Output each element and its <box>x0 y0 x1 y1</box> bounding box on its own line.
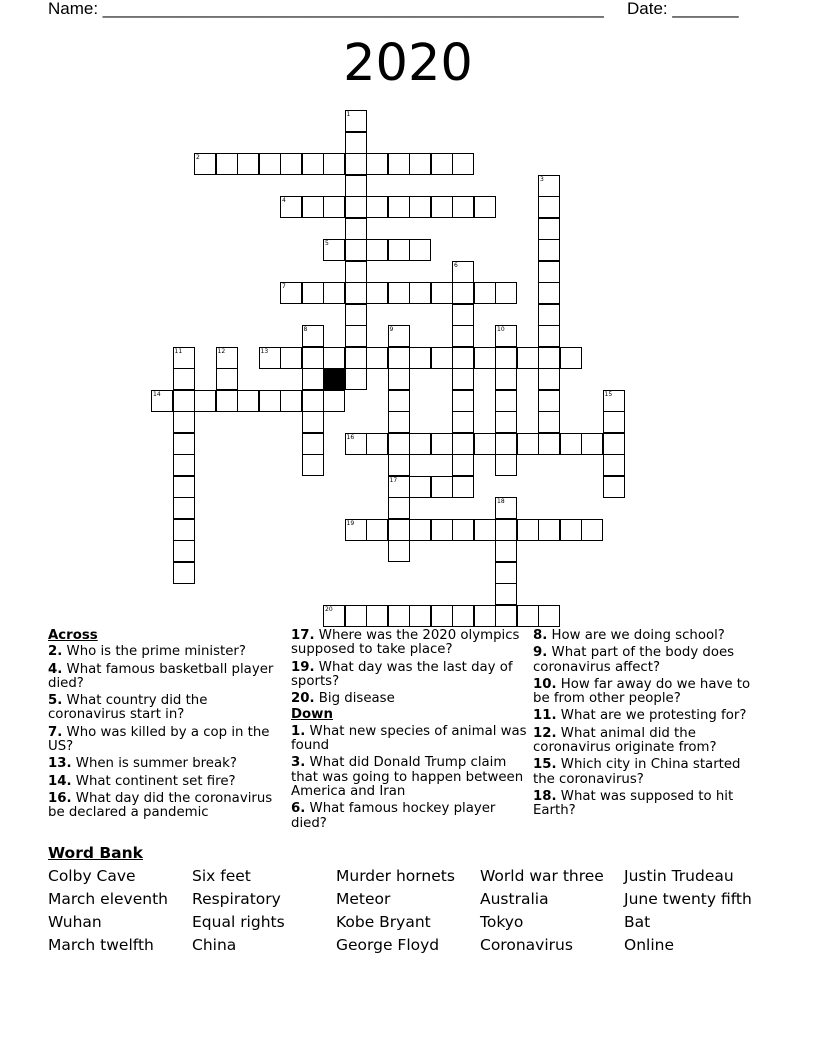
crossword-cell[interactable] <box>538 261 560 283</box>
crossword-cell[interactable] <box>345 368 367 390</box>
crossword-cell[interactable] <box>474 347 496 369</box>
crossword-cell[interactable] <box>388 411 410 433</box>
crossword-cell[interactable] <box>259 390 281 412</box>
crossword-cell[interactable] <box>538 218 560 240</box>
word-bank-item: Coronavirus <box>480 936 573 954</box>
crossword-cell[interactable] <box>431 519 453 541</box>
clue-down-15: 15. Which city in China started the coronavirus? <box>533 757 741 787</box>
crossword-cell[interactable] <box>495 433 517 455</box>
crossword-cell[interactable] <box>302 368 324 390</box>
black-square <box>323 368 345 390</box>
crossword-cell[interactable] <box>366 519 388 541</box>
crossword-cell[interactable] <box>323 605 345 627</box>
crossword-cell[interactable] <box>366 239 388 261</box>
crossword-cell[interactable] <box>581 433 603 455</box>
crossword-cell[interactable] <box>495 368 517 390</box>
crossword-cell[interactable] <box>173 411 195 433</box>
crossword-cell[interactable] <box>216 153 238 175</box>
crossword-cell[interactable] <box>452 605 474 627</box>
clue-number: 16 <box>346 433 355 441</box>
crossword-cell[interactable] <box>517 347 539 369</box>
clue-down-18: 18. What was supposed to hit Earth? <box>533 788 734 819</box>
crossword-cell[interactable] <box>173 519 195 541</box>
clue-number: 3 <box>540 175 544 183</box>
crossword-cell[interactable] <box>452 282 474 304</box>
crossword-cell[interactable] <box>452 411 474 433</box>
crossword-cell[interactable] <box>173 433 195 455</box>
crossword-cell[interactable] <box>302 196 324 218</box>
crossword-cell[interactable] <box>302 153 324 175</box>
clue-across-16: 16. What day did the coronavirus be declared a pandemic <box>48 790 273 821</box>
crossword-cell[interactable] <box>495 497 517 519</box>
clue-number: 12 <box>217 347 226 355</box>
crossword-cell[interactable] <box>431 476 453 498</box>
clue-across-14: 14. What continent set fire? <box>48 773 236 789</box>
crossword-cell[interactable] <box>173 497 195 519</box>
word-bank-item: George Floyd <box>336 936 440 954</box>
crossword-cell[interactable] <box>366 282 388 304</box>
crossword-cell[interactable] <box>474 519 496 541</box>
word-bank-item: Colby Cave <box>48 867 136 885</box>
crossword-cell[interactable] <box>452 433 474 455</box>
clue-down-10: 10. How far away do we have to be from other people? <box>533 676 751 707</box>
clue-number: 20 <box>325 605 333 613</box>
word-bank-item: Justin Trudeau <box>624 867 734 885</box>
crossword-cell[interactable] <box>345 175 367 197</box>
crossword-cell[interactable] <box>603 454 625 476</box>
word-bank-item: March twelfth <box>48 936 154 954</box>
crossword-cell[interactable] <box>388 153 410 175</box>
crossword-cell[interactable] <box>452 390 474 412</box>
crossword-cell[interactable] <box>538 282 560 304</box>
clue-number: 17 <box>389 476 398 484</box>
crossword-cell[interactable] <box>452 519 474 541</box>
clue-number: 5 <box>325 240 329 247</box>
clue-across-2: 2. Who is the prime minister? <box>48 644 246 660</box>
crossword-cell[interactable] <box>452 196 474 218</box>
crossword-cell[interactable] <box>538 605 560 627</box>
crossword-cell[interactable] <box>517 519 539 541</box>
across-heading: Across <box>48 628 98 643</box>
crossword-cell[interactable] <box>302 433 324 455</box>
crossword-cell[interactable] <box>366 196 388 218</box>
clue-down-9: 9. What part of the body does coronavirus affect? <box>533 645 735 675</box>
clues-column-3 <box>533 627 765 819</box>
word-bank-item: Murder hornets <box>336 867 455 885</box>
crossword-cell[interactable] <box>345 239 367 261</box>
crossword-cell[interactable] <box>194 390 216 412</box>
crossword-cell[interactable] <box>388 239 410 261</box>
crossword-cell[interactable] <box>388 325 410 347</box>
crossword-cell[interactable] <box>495 562 517 584</box>
word-bank-item: World war three <box>480 867 604 885</box>
crossword-cell[interactable] <box>495 347 517 369</box>
page-title: 2020 <box>343 34 473 93</box>
crossword-cell[interactable] <box>216 390 238 412</box>
crossword-cell[interactable] <box>323 390 345 412</box>
crossword-cell[interactable] <box>302 411 324 433</box>
crossword-cell[interactable] <box>280 282 302 304</box>
crossword-cell[interactable] <box>560 519 582 541</box>
crossword-cell[interactable] <box>173 476 195 498</box>
crossword-cell[interactable] <box>409 605 431 627</box>
crossword-cell[interactable] <box>323 153 345 175</box>
crossword-cell[interactable] <box>538 368 560 390</box>
clue-down-6: 6. What famous hockey player died? <box>291 801 496 831</box>
crossword-cell[interactable] <box>173 368 195 390</box>
crossword-cell[interactable] <box>323 347 345 369</box>
crossword-cell[interactable] <box>495 411 517 433</box>
crossword-cell[interactable] <box>431 196 453 218</box>
crossword-cell[interactable] <box>409 239 431 261</box>
word-bank <box>48 866 788 958</box>
crossword-cell[interactable] <box>194 153 216 175</box>
crossword-cell[interactable] <box>345 196 367 218</box>
crossword-cell[interactable] <box>538 239 560 261</box>
clue-number: 7 <box>282 283 286 290</box>
word-bank-item: Equal rights <box>192 913 285 931</box>
crossword-cell[interactable] <box>495 540 517 562</box>
clue-across-5: 5. What country did the coronavirus start in? <box>48 693 208 723</box>
name-field[interactable]: Name: _____________________________________________________ <box>48 0 604 18</box>
crossword-cell[interactable] <box>345 153 367 175</box>
crossword-cell[interactable] <box>474 196 496 218</box>
crossword-cell[interactable] <box>388 476 410 498</box>
crossword-cell[interactable] <box>345 325 367 347</box>
crossword-cell[interactable] <box>366 433 388 455</box>
crossword-cell[interactable] <box>474 433 496 455</box>
crossword-cell[interactable] <box>538 347 560 369</box>
crossword-cell[interactable] <box>388 347 410 369</box>
crossword-cell[interactable] <box>495 583 517 605</box>
crossword-cell[interactable] <box>603 433 625 455</box>
crossword-cell[interactable] <box>280 196 302 218</box>
crossword-cell[interactable] <box>237 153 259 175</box>
crossword-cell[interactable] <box>280 347 302 369</box>
word-bank-item: Bat <box>624 913 651 931</box>
crossword-cell[interactable] <box>388 390 410 412</box>
crossword-cell[interactable] <box>560 347 582 369</box>
crossword-cell[interactable] <box>409 433 431 455</box>
crossword-cell[interactable] <box>409 153 431 175</box>
crossword-cell[interactable] <box>323 239 345 261</box>
crossword-cell[interactable] <box>366 347 388 369</box>
clue-number: 19 <box>346 519 355 527</box>
crossword-cell[interactable] <box>345 261 367 283</box>
crossword-cell[interactable] <box>323 196 345 218</box>
crossword-cell[interactable] <box>495 325 517 347</box>
crossword-cell[interactable] <box>474 605 496 627</box>
crossword-cell[interactable] <box>495 282 517 304</box>
clue-number: 6 <box>454 261 458 269</box>
date-field[interactable]: Date: _______ <box>627 0 739 18</box>
clue-across-13: 13. When is summer break? <box>48 756 237 772</box>
crossword-cell[interactable] <box>259 347 281 369</box>
word-bank-item: Tokyo <box>480 913 524 931</box>
crossword-cell[interactable] <box>345 132 367 154</box>
crossword-cell[interactable] <box>538 519 560 541</box>
crossword-cell[interactable] <box>302 454 324 476</box>
crossword-cell[interactable] <box>517 433 539 455</box>
crossword-cell[interactable] <box>474 282 496 304</box>
crossword-cell[interactable] <box>388 497 410 519</box>
word-bank-item: Meteor <box>336 890 391 908</box>
crossword-cell[interactable] <box>388 519 410 541</box>
crossword-cell[interactable] <box>409 196 431 218</box>
crossword-cell[interactable] <box>452 476 474 498</box>
clue-number: 11 <box>174 347 183 355</box>
crossword-cell[interactable] <box>151 390 173 412</box>
crossword-cell[interactable] <box>388 605 410 627</box>
clue-across-19: 19. What day was the last day of sports? <box>291 659 513 689</box>
crossword-cell[interactable] <box>495 390 517 412</box>
crossword-cell[interactable] <box>280 390 302 412</box>
word-bank-item: China <box>192 936 237 954</box>
word-bank-item: Wuhan <box>48 913 102 931</box>
crossword-cell[interactable] <box>388 540 410 562</box>
crossword-cell[interactable] <box>452 368 474 390</box>
crossword-cell[interactable] <box>409 476 431 498</box>
word-bank-item: Kobe Bryant <box>336 913 431 931</box>
clue-across-17: 17. Where was the 2020 olympics supposed to take place? <box>291 628 520 658</box>
crossword-cell[interactable] <box>538 411 560 433</box>
clue-number: 8 <box>303 326 308 333</box>
crossword-cell[interactable] <box>345 347 367 369</box>
crossword-cell[interactable] <box>431 282 453 304</box>
crossword-cell[interactable] <box>452 261 474 283</box>
crossword-cell[interactable] <box>366 153 388 175</box>
crossword-cell[interactable] <box>452 304 474 326</box>
crossword-cell[interactable] <box>366 605 388 627</box>
crossword-cell[interactable] <box>323 282 345 304</box>
clue-across-4: 4. What famous basketball player died? <box>48 661 274 691</box>
crossword-cell[interactable] <box>409 347 431 369</box>
crossword-cell[interactable] <box>409 519 431 541</box>
clue-down-11: 11. What are we protesting for? <box>533 708 747 724</box>
crossword-cell[interactable] <box>388 454 410 476</box>
crossword-cell[interactable] <box>538 196 560 218</box>
clue-number: 2 <box>196 154 200 161</box>
crossword-cell[interactable] <box>495 605 517 627</box>
crossword-cell[interactable] <box>345 433 367 455</box>
crossword-cell[interactable] <box>345 110 367 132</box>
word-bank-item: Respiratory <box>192 890 281 908</box>
crossword-cell[interactable] <box>302 282 324 304</box>
clue-number: 18 <box>497 498 505 505</box>
crossword-cell[interactable] <box>452 347 474 369</box>
crossword-cell[interactable] <box>538 390 560 412</box>
clue-down-8: 8. How are we doing school? <box>533 628 725 643</box>
crossword-cell[interactable] <box>431 153 453 175</box>
crossword-cell[interactable] <box>431 433 453 455</box>
crossword-cell[interactable] <box>517 605 539 627</box>
clue-number: 10 <box>497 326 505 333</box>
crossword-cell[interactable] <box>431 605 453 627</box>
word-bank-item: Online <box>624 936 674 954</box>
crossword-cell[interactable] <box>173 347 195 369</box>
crossword-cell[interactable] <box>388 196 410 218</box>
clue-down-12: 12. What animal did the coronavirus originate from? <box>533 725 717 756</box>
crossword-cell[interactable] <box>603 390 625 412</box>
clue-number: 1 <box>346 111 351 118</box>
crossword-cell[interactable] <box>560 433 582 455</box>
crossword-cell[interactable] <box>173 540 195 562</box>
down-heading: Down <box>291 707 333 723</box>
crossword-cell[interactable] <box>452 325 474 347</box>
word-bank-item: June twenty fifth <box>624 890 752 908</box>
word-bank-item: March eleventh <box>48 890 168 908</box>
crossword-cell[interactable] <box>603 476 625 498</box>
crossword-cell[interactable] <box>538 304 560 326</box>
crossword-cell[interactable] <box>388 433 410 455</box>
crossword-cell[interactable] <box>431 347 453 369</box>
crossword-cell[interactable] <box>259 153 281 175</box>
crossword-cell[interactable] <box>409 282 431 304</box>
crossword-cell[interactable] <box>388 282 410 304</box>
crossword-cell[interactable] <box>216 347 238 369</box>
crossword-cell[interactable] <box>581 519 603 541</box>
clue-across-20: 20. Big disease <box>291 691 395 707</box>
crossword-cell[interactable] <box>452 454 474 476</box>
crossword-cell[interactable] <box>452 153 474 175</box>
crossword-cell[interactable] <box>216 368 238 390</box>
crossword-cell[interactable] <box>173 562 195 584</box>
clue-down-1: 1. What new species of animal was found <box>291 723 527 754</box>
clues-column-2 <box>291 627 531 831</box>
crossword-cell[interactable] <box>302 325 324 347</box>
crossword-cell[interactable] <box>388 368 410 390</box>
crossword-cell[interactable] <box>173 454 195 476</box>
crossword-cell[interactable] <box>302 347 324 369</box>
crossword-cell[interactable] <box>345 605 367 627</box>
crossword-cell[interactable] <box>538 175 560 197</box>
crossword-cell[interactable] <box>345 519 367 541</box>
clues-column-1 <box>48 627 288 821</box>
crossword-cell[interactable] <box>538 325 560 347</box>
crossword-cell[interactable] <box>173 390 195 412</box>
crossword-cell[interactable] <box>603 411 625 433</box>
clue-number: 15 <box>604 390 613 398</box>
clue-number: 4 <box>282 197 286 204</box>
crossword-cell[interactable] <box>538 433 560 455</box>
word-bank-item: Australia <box>480 890 549 908</box>
crossword-cell[interactable] <box>345 282 367 304</box>
clue-number: 9 <box>389 326 394 333</box>
crossword-cell[interactable] <box>280 153 302 175</box>
clue-across-7: 7. Who was killed by a cop in the US? <box>48 724 270 755</box>
crossword-cell[interactable] <box>495 519 517 541</box>
clue-down-3: 3. What did Donald Trump claim that was going to happen between America and Iran <box>291 755 524 799</box>
clue-number: 13 <box>260 347 269 355</box>
word-bank-item: Six feet <box>192 867 251 885</box>
crossword-cell[interactable] <box>345 218 367 240</box>
crossword-cell[interactable] <box>237 390 259 412</box>
crossword-cell[interactable] <box>495 454 517 476</box>
crossword-cell[interactable] <box>345 304 367 326</box>
crossword-cell[interactable] <box>302 390 324 412</box>
word-bank-title: Word Bank <box>48 844 143 862</box>
clue-number: 14 <box>153 390 161 398</box>
